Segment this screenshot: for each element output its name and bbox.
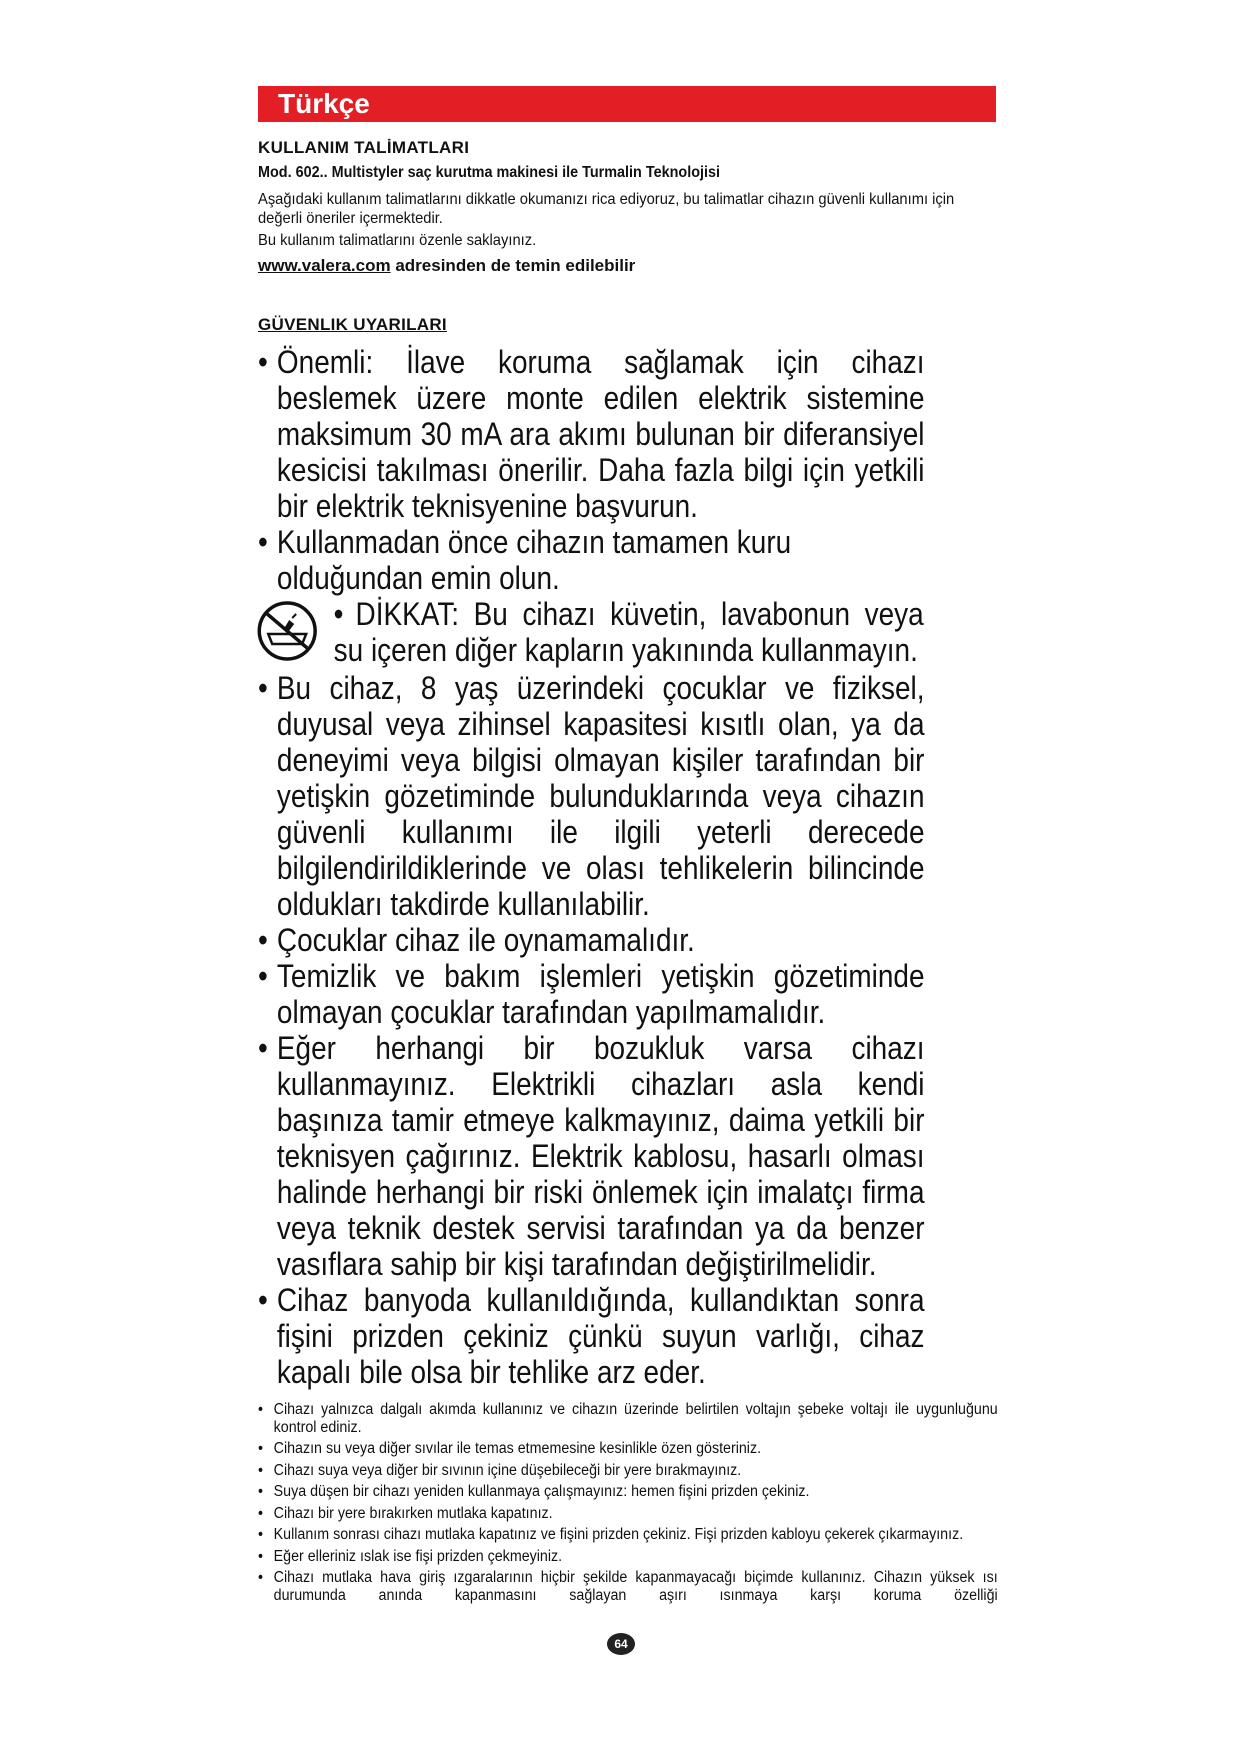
safety-item: • Önemli: İlave koruma sağlamak için cihazı beslemek üzere monte edilen elektrik sistemine maksimum 30 mA ara akımı bulunan bir diferansiyel kesicisi takılması önerilir. Daha fazla bilgi için yetkili bir elektrik teknisyenine başvurun. bbox=[258, 344, 925, 524]
page-number: 64 bbox=[607, 1633, 635, 1655]
safety-list bbox=[258, 344, 925, 1390]
safety-item: • Eğer herhangi bir bozukluk varsa cihazı kullanmayınız. Elektrikli cihazları asla kendi başınıza tamir etmeye kalkmayınız, daima yetkili bir teknisyen çağırınız. Elektrik kablosu, hasarlı olması halinde herhangi bir riski önlemek için imalatçı firma veya teknik destek servisi tarafından ya da benzer vasıflara sahip bir kişi tarafından değiştirilmelidir. bbox=[258, 1030, 925, 1282]
safety-heading: GÜVENLIK UYARILARI bbox=[258, 315, 447, 334]
small-safety-item: • Cihazın su veya diğer sıvılar ile temas etmemesine kesinlikle özen gösteriniz. bbox=[258, 1440, 998, 1458]
small-safety-item: • Cihazı bir yere bırakırken mutlaka kapatınız. bbox=[258, 1505, 998, 1523]
website-line bbox=[258, 256, 998, 276]
website-suffix: adresinden de temin edilebilir bbox=[395, 256, 636, 275]
intro-keep-line: Bu kullanım talimatlarını özenle saklayınız. bbox=[258, 232, 537, 249]
warning-row bbox=[258, 596, 925, 670]
small-safety-list bbox=[258, 1401, 998, 1604]
no-bath-water-icon bbox=[256, 600, 318, 662]
warning-text: • DİKKAT: Bu cihazı küvetin, lavabonun veya su içeren diğer kapların yakınında kullanmayın. bbox=[334, 596, 924, 668]
small-safety-item: • Cihazı suya veya diğer bir sıvının içine düşebileceği bir yere bırakmayınız. bbox=[258, 1462, 998, 1480]
small-safety-item: • Eğer elleriniz ıslak ise fişi prizden çekmeyiniz. bbox=[258, 1548, 998, 1566]
language-banner: Türkçe bbox=[258, 86, 996, 122]
safety-item: • Kullanmadan önce cihazın tamamen kuru olduğundan emin olun. bbox=[258, 524, 925, 596]
small-safety-item: • Kullanım sonrası cihazı mutlaka kapatınız ve fişini prizden çekiniz. Fişi prizden kabloyu çekerek çıkarmayınız. bbox=[258, 1526, 998, 1544]
small-safety-item: • Suya düşen bir cihazı yeniden kullanmaya çalışmayınız: hemen fişini prizden çekiniz. bbox=[258, 1483, 998, 1501]
instructions-title: KULLANIM TALİMATLARI bbox=[258, 138, 470, 157]
safety-item: • Çocuklar cihaz ile oynamamalıdır. bbox=[258, 922, 925, 958]
safety-item: • Bu cihaz, 8 yaş üzerindeki çocuklar ve fiziksel, duyusal veya zihinsel kapasitesi kısıtlı olan, ya da deneyimi veya bilgisi olmayan kişiler tarafından bir yetişkin gözetiminde bulunduklarında veya cihazın güvenli kullanımı ile ilgili yeterli derecede bilgilendirildiklerinde ve olası tehlikelerin bilincinde oldukları takdirde kullanılabilir. bbox=[258, 670, 925, 922]
intro-line: Aşağıdaki kullanım talimatlarını dikkatle okumanızı rica ediyoruz, bu talimatlar cihazın güvenli kullanımı için değerli öneriler içermektedir. bbox=[258, 191, 955, 227]
small-safety-item: • Cihazı yalnızca dalgalı akımda kullanınız ve cihazın üzerinde belirtilen voltajın şebeke voltajı ile uygunluğunu kontrol ediniz. bbox=[258, 1401, 998, 1436]
safety-item: • Cihaz banyoda kullanıldığında, kullandıktan sonra fişini prizden çekiniz çünkü suyun varlığı, cihaz kapalı bile olsa bir tehlike arz eder. bbox=[258, 1282, 925, 1390]
website-link[interactable]: www.valera.com bbox=[258, 256, 391, 275]
manual-page bbox=[258, 86, 998, 1608]
small-safety-item: • Cihazı mutlaka hava giriş ızgaralarının hiçbir şekilde kapanmayacağı biçimde kullanınız. Cihazın yüksek ısı durumunda anında kapanmasını sağlayan aşırı ısınmaya karşı koruma özelliği bbox=[258, 1569, 998, 1604]
model-subtitle: Mod. 602.. Multistyler saç kurutma makinesi ile Turmalin Teknolojisi bbox=[258, 164, 721, 181]
intro-text bbox=[258, 190, 999, 250]
safety-item: • Temizlik ve bakım işlemleri yetişkin gözetiminde olmayan çocuklar tarafından yapılmamalıdır. bbox=[258, 958, 925, 1030]
